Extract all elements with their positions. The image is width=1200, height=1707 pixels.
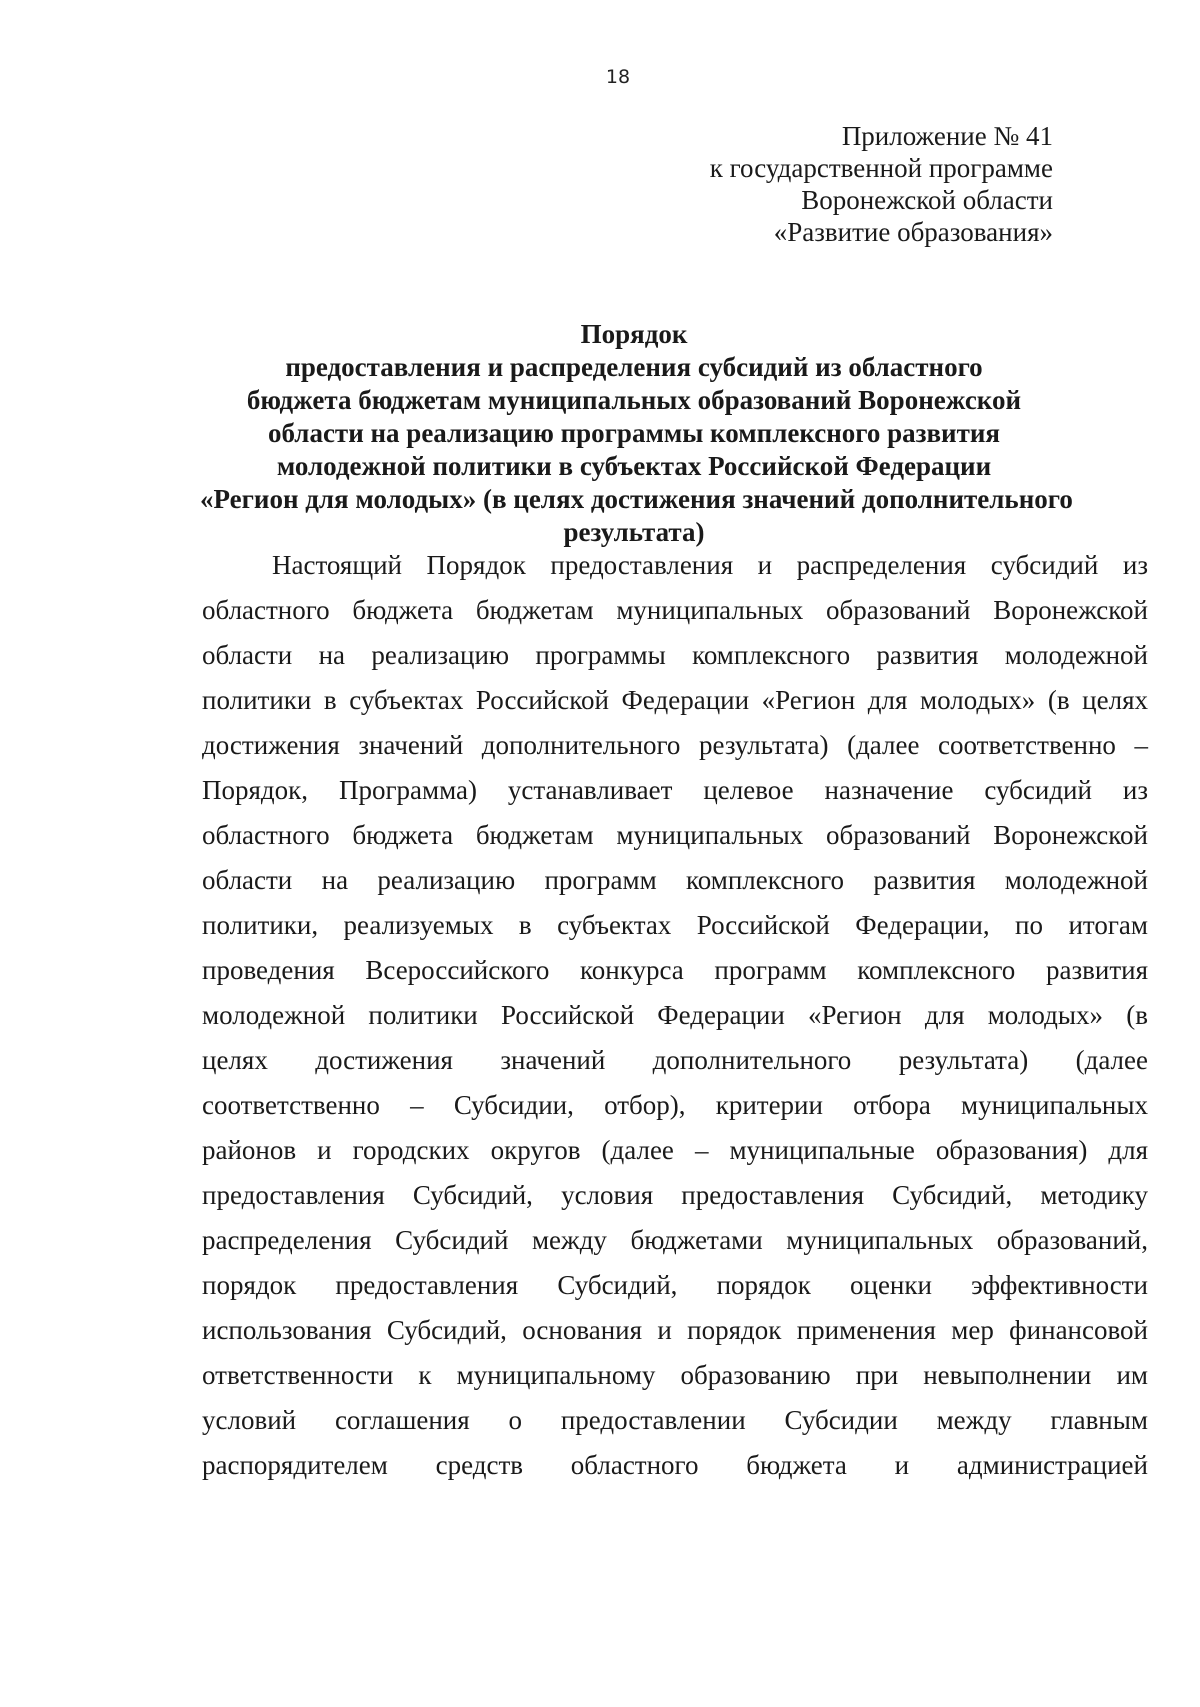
body-line: Настоящий Порядок предоставления и распределения субсидий из — [272, 550, 1148, 580]
body-line: областного бюджета бюджетам муниципальных образований Воронежской — [202, 820, 1148, 850]
body-line: ответственности к муниципальному образованию при невыполнении им — [202, 1360, 1148, 1390]
title-line: Порядок — [580, 319, 688, 349]
body-line: области на реализацию программы комплексного развития молодежной — [202, 640, 1148, 670]
appendix-header — [710, 120, 1053, 248]
title-line: области на реализацию программы комплексного развития — [267, 418, 1001, 448]
body-line: политики в субъектах Российской Федерации «Регион для молодых» (в целях — [202, 685, 1148, 715]
title-line: бюджета бюджетам муниципальных образований Воронежской — [246, 385, 1022, 415]
body-line: области на реализацию программ комплексного развития молодежной — [202, 865, 1148, 895]
body-line: проведения Всероссийского конкурса программ комплексного развития — [202, 955, 1148, 985]
title-line: предоставления и распределения субсидий из областного — [285, 352, 983, 382]
title-line: результата) — [563, 517, 705, 547]
body-line: Порядок, Программа) устанавливает целевое назначение субсидий из — [202, 775, 1148, 805]
document-title — [200, 318, 1073, 549]
page-number: 18 — [605, 66, 631, 88]
appendix-line: Воронежской области — [801, 185, 1053, 215]
body-line: молодежной политики Российской Федерации «Регион для молодых» (в — [202, 1000, 1148, 1030]
body-line: использования Субсидий, основания и порядок применения мер финансовой — [202, 1315, 1148, 1345]
body-line: соответственно – Субсидии, отбор), критерии отбора муниципальных — [202, 1090, 1148, 1120]
body-line: областного бюджета бюджетам муниципальных образований Воронежской — [202, 595, 1148, 625]
title-line: «Регион для молодых» (в целях достижения значений дополнительного — [200, 484, 1073, 514]
body-line: распорядителем средств областного бюджета и администрацией — [202, 1450, 1148, 1480]
appendix-line: Приложение № 41 — [841, 121, 1053, 151]
body-line: целях достижения значений дополнительного результата) (далее — [202, 1045, 1148, 1075]
title-line: молодежной политики в субъектах Российской Федерации — [276, 451, 992, 481]
appendix-line: к государственной программе — [709, 153, 1053, 183]
body-line: предоставления Субсидий, условия предоставления Субсидий, методику — [202, 1180, 1148, 1210]
body-line: районов и городских округов (далее – муниципальные образования) для — [202, 1135, 1148, 1165]
body-line: условий соглашения о предоставлении Субсидии между главным — [202, 1405, 1148, 1435]
body-line: порядок предоставления Субсидий, порядок оценки эффективности — [202, 1270, 1148, 1300]
body-line: достижения значений дополнительного результата) (далее соответственно – — [202, 730, 1148, 760]
appendix-line: «Развитие образования» — [773, 217, 1053, 247]
body-line: распределения Субсидий между бюджетами муниципальных образований, — [202, 1225, 1148, 1255]
body-line: политики, реализуемых в субъектах Российской Федерации, по итогам — [202, 910, 1148, 940]
